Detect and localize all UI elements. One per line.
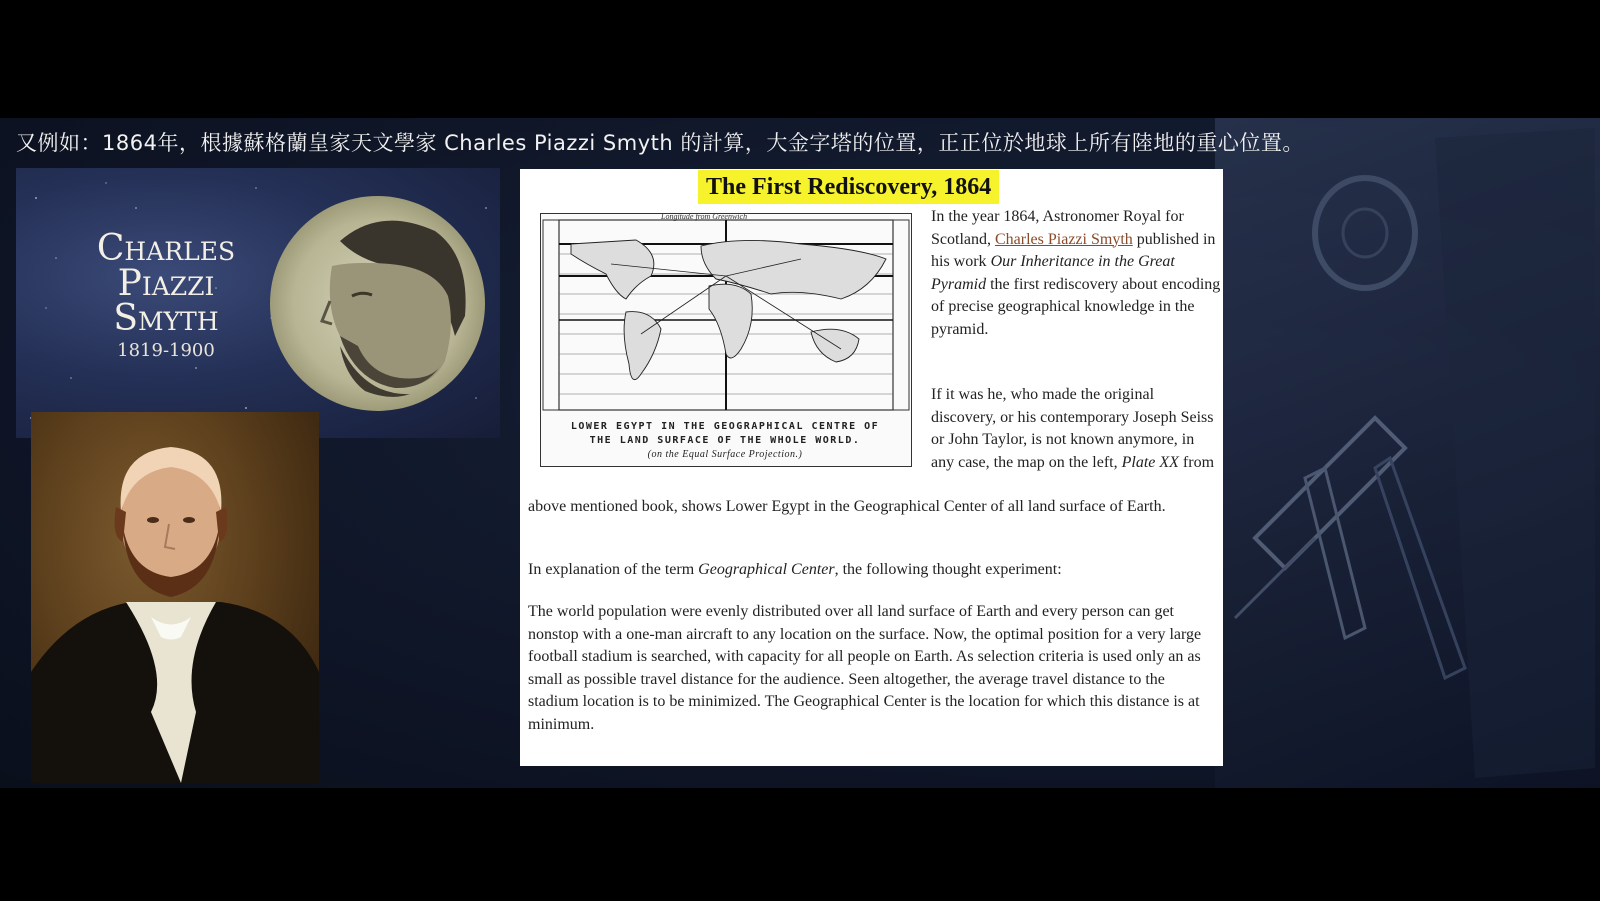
world-map-graphic [541, 214, 911, 414]
map-caption-line1: LOWER EGYPT IN THE GEOGRAPHICAL CENTRE OF [570, 421, 880, 432]
p1-text-end: the first rediscovery about encoding of precise geographical knowledge in the pyramid. [931, 275, 1221, 338]
paragraph-1 [931, 206, 1221, 341]
plate-xx-map [540, 213, 912, 467]
top-letterbox [0, 0, 1600, 118]
plate-reference: Plate XX [1121, 453, 1179, 471]
p3-text: In explanation of the term [528, 561, 699, 578]
background-photo [1215, 118, 1600, 788]
p3-text-end: , the following thought experiment: [834, 561, 1062, 578]
slide-headline: 又例如：1864年，根據蘇格蘭皇家天文學家 Charles Piazzi Smyth 的計算，大金字塔的位置，正正位於地球上所有陸地的重心位置。 [16, 131, 1304, 155]
paragraph-2 [931, 384, 1221, 474]
smyth-engraving-portrait [270, 196, 485, 411]
map-caption-line2: THE LAND SURFACE OF THE WHOLE WORLD. [589, 435, 861, 446]
name-line-1: Charles [96, 228, 236, 269]
p1-text: In the year 1864, Astronomer Royal for Scotland, [931, 208, 1184, 248]
article-card [520, 169, 1223, 766]
paragraph-4: The world population were evenly distributed over all land surface of Earth and every person can get nonstop with a one-man aircraft to any location on the surface. Now, the optimal position for a very large football stadium is searched, with capacity for all people on Earth. As selection criteria is used only an as small as possible travel distance for the audience. Seen altogether, the average travel distance to the stadium location is to be minimized. The Geographical Center is the location for which this distance is at minimum. [528, 603, 1202, 733]
life-years: 1819-1900 [117, 340, 215, 361]
map-caption [555, 420, 895, 462]
p1-text-mid: published in his work [931, 230, 1216, 270]
name-line-2: Piazzi [117, 263, 215, 304]
book-title: Our Inheritance in the Great Pyramid [931, 253, 1175, 293]
p2-text: If it was he, who made the original discovery, or his contemporary Joseph Seiss or John Taylor, is not known anymore, in any case, the map on the left, [931, 386, 1214, 471]
p2-text-end: from [1178, 453, 1215, 471]
smyth-link[interactable]: Charles Piazzi Smyth [995, 230, 1133, 248]
term-geographical-center: Geographical Center [698, 561, 835, 578]
bottom-letterbox [0, 788, 1600, 901]
paragraph-2-continued: above mentioned book, shows Lower Egypt in the Geographical Center of all land surface of Earth. [528, 498, 1166, 515]
map-top-label: Longitude from Greenwich [661, 214, 748, 221]
name-line-3: Smyth [113, 298, 219, 339]
article-title: The First Rediscovery, 1864 [698, 170, 999, 204]
map-caption-line3: (on the Equal Surface Projection.) [647, 449, 803, 460]
paragraph-3 [528, 559, 1218, 582]
smyth-title-card [16, 168, 500, 438]
smyth-oil-portrait [31, 412, 319, 783]
